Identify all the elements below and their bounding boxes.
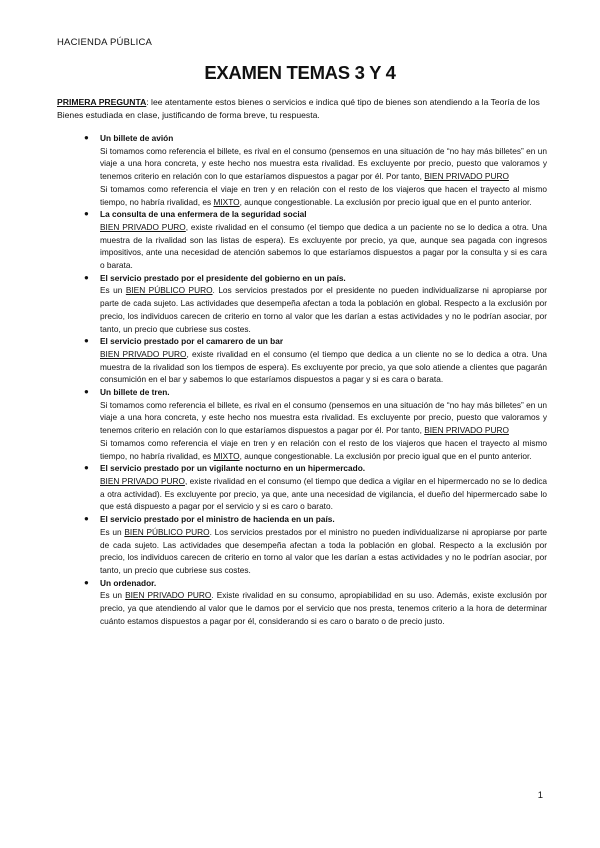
item-text: Si tomamos como referencia el viaje en tren y en relación con el resto de los viajeros que hacen el trayecto al mismo tiempo, no habría rivalidad, es xyxy=(100,437,547,461)
item-paragraph xyxy=(100,348,547,386)
item-text: , aunque congestionable. La exclusión por precio igual que en el punto anterior. xyxy=(239,450,532,461)
question-text: : lee atentamente estos bienes o servicios e indica qué tipo de bienes son atendiendo a la Teoría de los Bienes estudiada en clase, justificando de forma breve, tu respuesta. xyxy=(57,97,540,121)
classification-label: BIEN PRIVADO PURO xyxy=(125,590,212,601)
item-text: Es un xyxy=(100,526,125,537)
item-title: El servicio prestado por el camarero de un bar xyxy=(100,336,284,347)
classification-label: MIXTO xyxy=(213,196,240,207)
item-title: El servicio prestado por el presidente del gobierno en un país. xyxy=(100,272,346,283)
item-title: El servicio prestado por el ministro de hacienda en un país. xyxy=(100,514,335,525)
item-title: Un billete de tren. xyxy=(100,387,170,398)
classification-label: BIEN PÚBLICO PURO xyxy=(125,285,213,296)
item-title: El servicio prestado por un vigilante nocturno en un hipermercado. xyxy=(100,463,366,474)
item-paragraph xyxy=(100,526,547,577)
list-item xyxy=(57,132,547,208)
item-text: , aunque congestionable. La exclusión por precio igual que en el punto anterior. xyxy=(239,196,532,207)
classification-label: MIXTO xyxy=(213,450,240,461)
item-text: Es un xyxy=(100,285,126,296)
item-text: , existe rivalidad en el consumo (el tiempo que dedica a vigilar en el hipermercado no se lo dedica a otra actividad). Es excluyente por precio, ya que, ante una necesidad de vigilancia, el dueño del hipermercado sabe lo que está dispuesto a pagar por el servicio y si es caro o barato. xyxy=(100,475,547,512)
classification-label: BIEN PÚBLICO PURO xyxy=(124,526,210,537)
answer-list xyxy=(57,132,547,627)
classification-label: BIEN PRIVADO PURO xyxy=(424,425,509,436)
page-number: 1 xyxy=(537,790,543,801)
item-title: La consulta de una enfermera de la seguridad social xyxy=(100,209,307,220)
list-item xyxy=(57,513,547,577)
list-item xyxy=(57,462,547,513)
bullet-icon: ● xyxy=(84,336,89,346)
bullet-icon: ● xyxy=(84,272,89,282)
list-item xyxy=(57,208,547,272)
classification-label: BIEN PRIVADO PURO xyxy=(100,221,186,232)
question-intro xyxy=(57,96,547,122)
bullet-icon: ● xyxy=(84,577,89,587)
classification-label: BIEN PRIVADO PURO xyxy=(100,475,185,486)
item-title: Un billete de avión xyxy=(100,133,174,143)
item-text: , existe rivalidad en el consumo (el tiempo que dedica a un paciente no se lo dedica a otra. Una muestra de la rivalidad son las listas de espera). Es excluyente por precio, ya que, aunque sea pagada con ingresos impositivos, ante una necesidad de atención sabemos lo que estaríamos dispuestos a pagar por la consulta y si es cara o barata. xyxy=(100,221,547,271)
bullet-icon: ● xyxy=(84,387,89,397)
item-text: Es un xyxy=(100,590,126,601)
bullet-icon: ● xyxy=(84,209,89,219)
item-paragraph xyxy=(100,437,547,462)
item-text: Si tomamos como referencia el billete, es rival en el consumo (pensemos en una situación de “no hay más billetes” en un viaje a una hora concreta, y este hecho nos muestra esta rivalidad. Es excluyente por precio, puesto que valoramos y tenemos criterio en relación con lo que estaríamos dispuestos a pagar por él. Por tanto, xyxy=(100,399,547,436)
bullet-icon: ● xyxy=(84,463,89,473)
item-paragraph xyxy=(100,284,547,335)
item-text: . Los servicios prestados por el presidente no pueden individualizarse ni apropiarse por parte de cada sujeto. Las actividades que desempeña afectan a toda la población en global. Respecto a la exclusión por precio, los individuos carecen de criterio en torno al valor que les darían a estas actividades y no le podrían asociar, por tanto, un precio que cubriese sus costes. xyxy=(100,285,547,334)
item-paragraph xyxy=(100,145,547,183)
item-text: . Los servicios prestados por el ministro no pueden individualizarse ni apropiarse por parte de cada sujeto. Las actividades que desempeña afectan a toda la población en global. Respecto a la exclusión por precio, los individuos carecen de criterio en torno al valor que les darían a estas actividades y no le podrían asociar, por tanto, un precio que cubriese sus costes. xyxy=(100,526,547,575)
item-text: Si tomamos como referencia el viaje en tren y en relación con el resto de los viajeros que hacen el trayecto al mismo tiempo, no habría rivalidad, es xyxy=(100,183,547,207)
document-title: EXAMEN TEMAS 3 Y 4 xyxy=(204,62,396,83)
list-item xyxy=(57,335,547,386)
bullet-icon: ● xyxy=(84,133,89,142)
item-text: . Existe rivalidad en su consumo, apropiabilidad en su uso. Además, existe exclusión por precio, ya que atendiendo al valor que le damos por el servicio que nos presta, tenemos criterio a la hora de determinar cuánto estamos dispuestos a pagar por él, considerando si es caro o barato o de precio justo. xyxy=(100,590,547,626)
item-text: Si tomamos como referencia el billete, es rival en el consumo (pensemos en una situación de “no hay más billetes” en un viaje a una hora concreta, y este hecho nos muestra esta rivalidad. Es excluyente por precio, puesto que valoramos y tenemos criterio en relación con lo que estaríamos dispuestos a pagar por él. Por tanto, xyxy=(100,145,547,182)
item-paragraph xyxy=(100,399,547,437)
classification-label: BIEN PRIVADO PURO xyxy=(100,348,187,359)
question-label: PRIMERA PREGUNTA xyxy=(57,97,147,107)
classification-label: BIEN PRIVADO PURO xyxy=(424,171,509,182)
item-paragraph xyxy=(100,589,547,627)
list-item xyxy=(57,386,547,462)
running-header: HACIENDA PÚBLICA xyxy=(57,37,153,48)
item-paragraph xyxy=(100,221,547,272)
item-title: Un ordenador. xyxy=(100,577,157,588)
item-paragraph xyxy=(100,475,547,513)
list-item xyxy=(57,577,547,628)
bullet-icon: ● xyxy=(84,514,89,524)
item-text: , existe rivalidad en el consumo (el tiempo que dedica a un cliente no se lo dedica a otra. Una muestra de la rivalidad son los tiempos de espera). Es excluyente por precio, ya que solo atiende a clientes que pagarán consumición en el bar y sabemos lo que estaríamos dispuestos a pagar y si es cara o barata. xyxy=(100,348,547,385)
item-paragraph xyxy=(100,183,547,208)
list-item xyxy=(57,272,547,336)
